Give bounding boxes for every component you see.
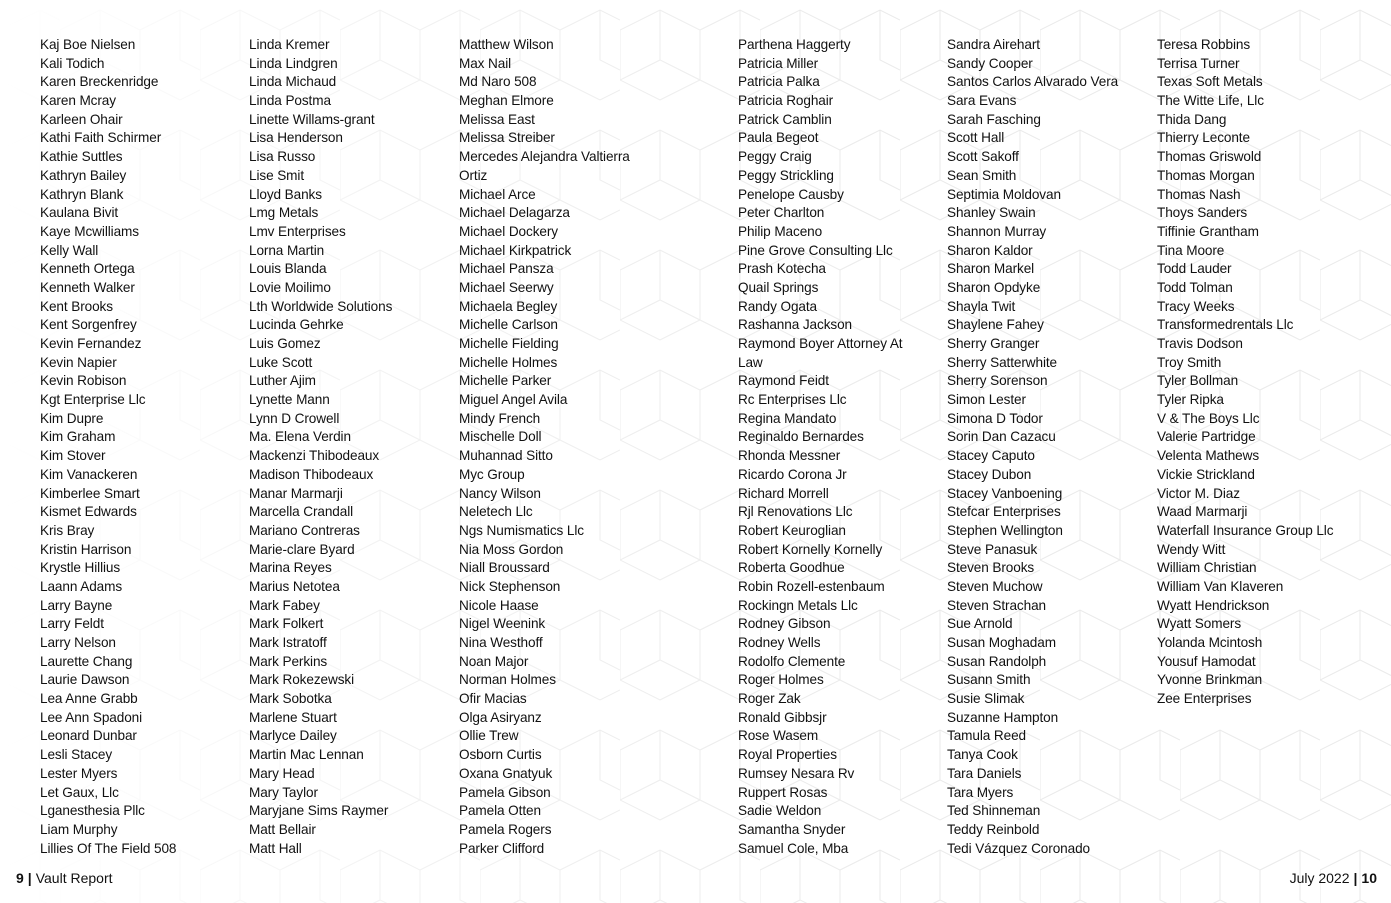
name-entry: Michaela Begley — [459, 298, 558, 314]
name-entry: Michelle Fielding — [459, 336, 559, 351]
name-entry: Simona D Todor — [947, 410, 1043, 426]
name-entry: Peggy Strickling — [738, 167, 834, 183]
name-entry: Zee Enterprises — [1157, 691, 1252, 707]
name-entry: Parthena Haggerty — [738, 37, 851, 52]
name-entry: Kimberlee Smart — [40, 485, 140, 501]
name-entry: Mariano Contreras — [249, 522, 360, 538]
name-entry: Louis Blanda — [249, 261, 327, 277]
name-entry: Troy Smith — [1157, 354, 1222, 370]
name-entry: Kali Todich — [40, 55, 105, 71]
name-entry: Nicole Haase — [459, 597, 539, 613]
name-entry: Michelle Parker — [459, 373, 552, 389]
name-entry: Raymond Feidt — [738, 373, 829, 389]
name-entry: Todd Tolman — [1157, 279, 1233, 295]
name-entry: Philip Maceno — [738, 223, 823, 239]
name-entry: Steve Panasuk — [947, 541, 1038, 557]
name-entry: Patricia Roghair — [738, 93, 834, 109]
name-entry: Tyler Ripka — [1157, 392, 1224, 408]
name-entry: Patrick Camblin — [738, 111, 832, 127]
name-entry: Max Nail — [459, 55, 512, 71]
name-entry: Thierry Leconte — [1157, 130, 1250, 146]
name-entry: Lisa Russo — [249, 149, 316, 165]
name-entry: Shaylene Fahey — [947, 317, 1044, 333]
name-entry: Todd Lauder — [1157, 261, 1232, 277]
name-entry: Kris Bray — [40, 522, 95, 538]
name-entry: Tina Moore — [1157, 242, 1225, 258]
name-entry: Scott Hall — [947, 130, 1005, 146]
name-entry: Ted Shinneman — [947, 803, 1041, 819]
name-entry: Stefcar Enterprises — [947, 504, 1061, 520]
name-entry: Marlene Stuart — [249, 709, 337, 725]
name-entry: Shayla Twit — [947, 298, 1016, 314]
name-entry: Teddy Reinbold — [947, 821, 1040, 837]
name-entry: Shannon Murray — [947, 223, 1047, 239]
name-entry: Manar Marmarji — [249, 485, 343, 501]
name-entry: Michael Pansza — [459, 261, 554, 277]
name-entry: Marie-clare Byard — [249, 541, 355, 557]
name-entry: Linda Postma — [249, 93, 331, 109]
name-entry: Ortiz — [459, 167, 488, 183]
name-entry: Rc Enterprises Llc — [738, 392, 847, 408]
name-entry: William Van Klaveren — [1157, 578, 1284, 594]
name-entry: Mischelle Doll — [459, 429, 542, 445]
name-entry: Thomas Griswold — [1157, 149, 1262, 165]
name-entry: Mark Rokezewski — [249, 672, 355, 688]
name-entry: Lea Anne Grabb — [40, 691, 138, 707]
name-entry: Linette Willams-grant — [249, 111, 375, 127]
name-entry: Rodney Wells — [738, 635, 821, 650]
name-entry: Michelle Holmes — [459, 354, 558, 370]
name-entry: Ollie Trew — [459, 728, 519, 744]
name-entry: Rashanna Jackson — [738, 317, 853, 333]
name-entry: Kathie Suttles — [40, 149, 123, 165]
name-entry: Wyatt Hendrickson — [1157, 597, 1270, 613]
name-entry: Matt Hall — [249, 840, 302, 856]
name-entry: Ofir Macias — [459, 691, 527, 707]
name-entry: Simon Lester — [947, 392, 1026, 408]
name-entry: Karen Mcray — [40, 93, 116, 109]
name-column-1 — [40, 36, 176, 858]
name-entry: Madison Thibodeaux — [249, 466, 374, 482]
name-entry: Sherry Sorenson — [947, 373, 1048, 389]
name-entry: Sherry Satterwhite — [947, 354, 1058, 370]
name-entry: Royal Properties — [738, 747, 837, 763]
name-entry: Peggy Craig — [738, 149, 812, 165]
name-entry: Lganesthesia Pllc — [40, 803, 145, 819]
name-entry: Larry Feldt — [40, 616, 104, 632]
name-entry: Septimia Moldovan — [947, 186, 1061, 202]
name-entry: Kelly Wall — [40, 242, 99, 258]
name-entry: Lise Smit — [249, 167, 305, 183]
footer-right — [1290, 870, 1377, 886]
name-entry: Meghan Elmore — [459, 93, 554, 109]
name-entry: Lloyd Banks — [249, 186, 322, 202]
name-column-5 — [947, 36, 1118, 858]
name-entry: Leonard Dunbar — [40, 728, 137, 744]
name-entry: Laurie Dawson — [40, 672, 130, 688]
name-entry: Ngs Numismatics Llc — [459, 522, 584, 538]
name-entry: Pamela Rogers — [459, 821, 552, 837]
name-entry: Ricardo Corona Jr — [738, 466, 847, 482]
name-entry: Lorna Martin — [249, 242, 325, 258]
name-entry: Richard Morrell — [738, 485, 829, 501]
name-entry: Sarah Fasching — [947, 111, 1041, 127]
name-entry: Sean Smith — [947, 167, 1017, 183]
name-entry: Lisa Henderson — [249, 130, 343, 146]
name-entry: Pamela Otten — [459, 803, 541, 819]
name-entry: Marlyce Dailey — [249, 728, 337, 744]
name-entry: Kent Sorgenfrey — [40, 317, 137, 333]
name-entry: Oxana Gnatyuk — [459, 765, 553, 781]
name-entry: Marina Reyes — [249, 560, 332, 576]
name-entry: Kathryn Blank — [40, 186, 124, 202]
report-title: Vault Report — [35, 870, 113, 886]
name-entry: Neletech Llc — [459, 504, 533, 520]
name-entry: Niall Broussard — [459, 560, 550, 576]
name-entry: Steven Brooks — [947, 560, 1035, 576]
name-entry: Susan Moghadam — [947, 635, 1056, 650]
name-entry: Linda Michaud — [249, 74, 337, 90]
name-entry: Ruppert Rosas — [738, 784, 828, 800]
name-entry: Nick Stephenson — [459, 578, 561, 594]
name-entry: Texas Soft Metals — [1157, 74, 1263, 90]
name-entry: Matthew Wilson — [459, 37, 554, 52]
name-entry: Transformedrentals Llc — [1157, 317, 1294, 333]
name-entry: Kaulana Bivit — [40, 205, 119, 221]
name-entry: Valerie Partridge — [1157, 429, 1256, 445]
name-entry: Norman Holmes — [459, 672, 556, 688]
name-entry: Marcella Crandall — [249, 504, 354, 520]
name-entry: Martin Mac Lennan — [249, 747, 364, 763]
name-entry: Rodolfo Clemente — [738, 653, 846, 669]
name-entry: Md Naro 508 — [459, 74, 537, 90]
name-column-3 — [459, 36, 630, 858]
name-entry: Travis Dodson — [1157, 336, 1243, 351]
name-entry: Mark Istratoff — [249, 635, 327, 650]
name-entry: Steven Strachan — [947, 597, 1047, 613]
name-entry: Lovie Moilimo — [249, 279, 331, 295]
name-entry: Waad Marmarji — [1157, 504, 1248, 520]
name-entry: Thomas Nash — [1157, 186, 1241, 202]
name-entry: Prash Kotecha — [738, 261, 826, 277]
name-entry: Waterfall Insurance Group Llc — [1157, 522, 1334, 538]
name-column-6 — [1157, 36, 1333, 709]
name-entry: Michelle Carlson — [459, 317, 558, 333]
name-entry: Teresa Robbins — [1157, 37, 1251, 52]
name-entry: Karen Breckenridge — [40, 74, 159, 90]
name-entry: Lmv Enterprises — [249, 223, 346, 239]
name-entry: Quail Springs — [738, 279, 819, 295]
name-entry: Laann Adams — [40, 578, 123, 594]
name-entry: Tracy Weeks — [1157, 298, 1235, 314]
name-entry: Marius Netotea — [249, 578, 340, 594]
name-entry: Tara Myers — [947, 784, 1014, 800]
name-entry: Kenneth Walker — [40, 279, 135, 295]
name-entry: Tanya Cook — [947, 747, 1018, 763]
name-entry: Susie Slimak — [947, 691, 1025, 707]
name-entry: Kevin Napier — [40, 354, 117, 370]
name-entry: Pamela Gibson — [459, 784, 551, 800]
name-entry: Tyler Bollman — [1157, 373, 1239, 389]
name-entry: Luis Gomez — [249, 336, 321, 351]
name-entry: Samuel Cole, Mba — [738, 840, 849, 856]
name-entry: Noan Major — [459, 653, 529, 669]
name-entry: Larry Bayne — [40, 597, 113, 613]
name-entry: Rjl Renovations Llc — [738, 504, 853, 520]
name-entry: Sharon Opdyke — [947, 279, 1041, 295]
name-entry: Ma. Elena Verdin — [249, 429, 351, 445]
name-entry: Santos Carlos Alvarado Vera — [947, 74, 1119, 90]
name-entry: Roger Zak — [738, 691, 801, 707]
name-entry: Lillies Of The Field 508 — [40, 840, 177, 856]
name-entry: Mark Folkert — [249, 616, 324, 632]
name-entry: Mark Fabey — [249, 597, 320, 613]
name-entry: Roger Holmes — [738, 672, 824, 688]
name-entry: Nancy Wilson — [459, 485, 541, 501]
name-entry: Michael Arce — [459, 186, 536, 202]
name-entry: Wyatt Somers — [1157, 616, 1242, 632]
name-entry: Michael Seerwy — [459, 279, 554, 295]
name-entry: Lth Worldwide Solutions — [249, 298, 393, 314]
name-entry: Kgt Enterprise Llc — [40, 392, 146, 408]
name-entry: Lee Ann Spadoni — [40, 709, 143, 725]
name-column-4 — [738, 36, 903, 858]
name-entry: Luke Scott — [249, 354, 313, 370]
name-entry: Lester Myers — [40, 765, 118, 781]
footer-separator: | — [1353, 870, 1358, 886]
name-entry: Kevin Fernandez — [40, 336, 142, 351]
name-entry: Thida Dang — [1157, 111, 1227, 127]
name-entry: Shanley Swain — [947, 205, 1036, 221]
name-entry: Sharon Kaldor — [947, 242, 1033, 258]
report-date: July 2022 — [1289, 870, 1350, 886]
name-entry: Stephen Wellington — [947, 522, 1063, 538]
name-entry: Suzanne Hampton — [947, 709, 1059, 725]
name-entry: Mark Sobotka — [249, 691, 332, 707]
name-entry: Lmg Metals — [249, 205, 319, 221]
name-entry: Osborn Curtis — [459, 747, 542, 763]
name-entry: Paula Begeot — [738, 130, 819, 146]
name-entry: Mindy French — [459, 410, 541, 426]
name-entry: Sandy Cooper — [947, 55, 1033, 71]
name-entry: Melissa East — [459, 111, 535, 127]
name-entry: Rumsey Nesara Rv — [738, 765, 855, 781]
name-entry: Pine Grove Consulting Llc — [738, 242, 893, 258]
name-entry: Thomas Morgan — [1157, 167, 1255, 183]
name-entry: Kim Stover — [40, 448, 106, 464]
name-entry: Olga Asiryanz — [459, 709, 542, 725]
name-entry: Rhonda Messner — [738, 448, 841, 464]
name-entry: Lucinda Gehrke — [249, 317, 344, 333]
name-entry: Sherry Granger — [947, 336, 1040, 351]
name-entry: Kim Graham — [40, 429, 116, 445]
name-entry: Kenneth Ortega — [40, 261, 135, 277]
name-entry: Lynn D Crowell — [249, 410, 340, 426]
name-entry: Kevin Robison — [40, 373, 127, 389]
name-entry: Melissa Streiber — [459, 130, 555, 146]
name-entry: Rockingn Metals Llc — [738, 597, 858, 613]
name-entry: Lynette Mann — [249, 392, 330, 408]
name-entry: Samantha Snyder — [738, 821, 846, 837]
name-entry: Tamula Reed — [947, 728, 1026, 744]
name-entry: Stacey Caputo — [947, 448, 1035, 464]
name-entry: Wendy Witt — [1157, 541, 1226, 557]
name-entry: Larry Nelson — [40, 635, 116, 650]
name-entry: Patricia Palka — [738, 74, 820, 90]
name-entry: Sorin Dan Cazacu — [947, 429, 1056, 445]
name-entry: Mary Head — [249, 765, 315, 781]
name-entry: Peter Charlton — [738, 205, 825, 221]
name-entry: William Christian — [1157, 560, 1257, 576]
name-entry: Nina Westhoff — [459, 635, 543, 650]
name-entry: Kent Brooks — [40, 298, 113, 314]
name-entry: Robin Rozell-estenbaum — [738, 578, 885, 594]
name-entry: Kathryn Bailey — [40, 167, 127, 183]
name-entry: Tara Daniels — [947, 765, 1022, 781]
name-entry: Robert Keuroglian — [738, 522, 846, 538]
name-entry: Roberta Goodhue — [738, 560, 845, 576]
name-entry: Sadie Weldon — [738, 803, 822, 819]
name-entry: Kim Vanackeren — [40, 466, 138, 482]
name-entry: Tiffinie Grantham — [1157, 223, 1259, 239]
name-entry: Michael Kirkpatrick — [459, 242, 572, 258]
name-entry: Steven Muchow — [947, 578, 1043, 594]
name-entry: Ronald Gibbsjr — [738, 709, 827, 725]
name-entry: Kaye Mcwilliams — [40, 223, 139, 239]
name-entry: Terrisa Turner — [1157, 55, 1240, 71]
name-entry: Yvonne Brinkman — [1157, 672, 1263, 688]
name-entry: Maryjane Sims Raymer — [249, 803, 389, 819]
name-entry: Mark Perkins — [249, 653, 328, 669]
name-entry: Rose Wasem — [738, 728, 819, 744]
name-entry: Penelope Causby — [738, 186, 844, 202]
name-entry: Liam Murphy — [40, 821, 118, 837]
name-entry: Yolanda Mcintosh — [1157, 635, 1263, 650]
name-entry: Kismet Edwards — [40, 504, 137, 520]
name-entry: Rodney Gibson — [738, 616, 831, 632]
footer-separator: | — [27, 870, 32, 886]
name-entry: Sara Evans — [947, 93, 1017, 109]
name-entry: Myc Group — [459, 466, 525, 482]
name-entry: Nigel Weenink — [459, 616, 546, 632]
name-entry: Mary Taylor — [249, 784, 318, 800]
name-entry: Yousuf Hamodat — [1157, 653, 1256, 669]
name-entry: Linda Kremer — [249, 37, 330, 52]
name-entry: Raymond Boyer Attorney At — [738, 336, 903, 351]
name-entry: Kristin Harrison — [40, 541, 132, 557]
footer-left — [16, 870, 113, 886]
name-entry: The Witte Life, Llc — [1157, 93, 1264, 109]
name-entry: Kaj Boe Nielsen — [40, 37, 136, 52]
name-entry: Matt Bellair — [249, 821, 316, 837]
name-column-2 — [249, 36, 392, 858]
name-entry: Vickie Strickland — [1157, 466, 1255, 482]
name-entry: Mercedes Alejandra Valtierra — [459, 149, 630, 165]
right-page-number: 10 — [1361, 870, 1377, 886]
name-entry: Randy Ogata — [738, 298, 818, 314]
name-entry: Laurette Chang — [40, 653, 133, 669]
name-entry: Sharon Markel — [947, 261, 1035, 277]
name-entry: Law — [738, 354, 763, 370]
name-entry: Victor M. Diaz — [1157, 485, 1240, 501]
name-entry: Tedi Vázquez Coronado — [947, 840, 1090, 856]
name-entry: Susann Smith — [947, 672, 1031, 688]
name-entry: Let Gaux, Llc — [40, 784, 119, 800]
name-entry: Karleen Ohair — [40, 111, 123, 127]
name-entry: Kathi Faith Schirmer — [40, 130, 162, 146]
name-entry: Robert Kornelly Kornelly — [738, 541, 883, 557]
name-entry: Michael Delagarza — [459, 205, 570, 221]
name-entry: Nia Moss Gordon — [459, 541, 564, 557]
name-entry: Reginaldo Bernardes — [738, 429, 864, 445]
name-entry: Susan Randolph — [947, 653, 1047, 669]
name-entry: Thoys Sanders — [1157, 205, 1248, 221]
name-entry: Velenta Mathews — [1157, 448, 1260, 464]
name-entry: Patricia Miller — [738, 55, 819, 71]
name-entry: Parker Clifford — [459, 840, 545, 856]
name-entry: Lesli Stacey — [40, 747, 113, 763]
name-entry: Krystle Hillius — [40, 560, 121, 576]
name-entry: Regina Mandato — [738, 410, 837, 426]
name-entry: Michael Dockery — [459, 223, 558, 239]
left-page-number: 9 — [16, 870, 24, 886]
name-entry: Sue Arnold — [947, 616, 1013, 632]
name-entry: Kim Dupre — [40, 410, 104, 426]
name-entry: Stacey Dubon — [947, 466, 1032, 482]
name-entry: V & The Boys Llc — [1157, 410, 1260, 426]
name-entry: Linda Lindgren — [249, 55, 338, 71]
name-entry: Mackenzi Thibodeaux — [249, 448, 380, 464]
name-entry: Miguel Angel Avila — [459, 392, 568, 408]
name-entry: Sandra Airehart — [947, 37, 1040, 52]
name-entry: Stacey Vanboening — [947, 485, 1063, 501]
name-entry: Muhannad Sitto — [459, 448, 553, 464]
name-entry: Scott Sakoff — [947, 149, 1019, 165]
name-entry: Luther Ajim — [249, 373, 316, 389]
